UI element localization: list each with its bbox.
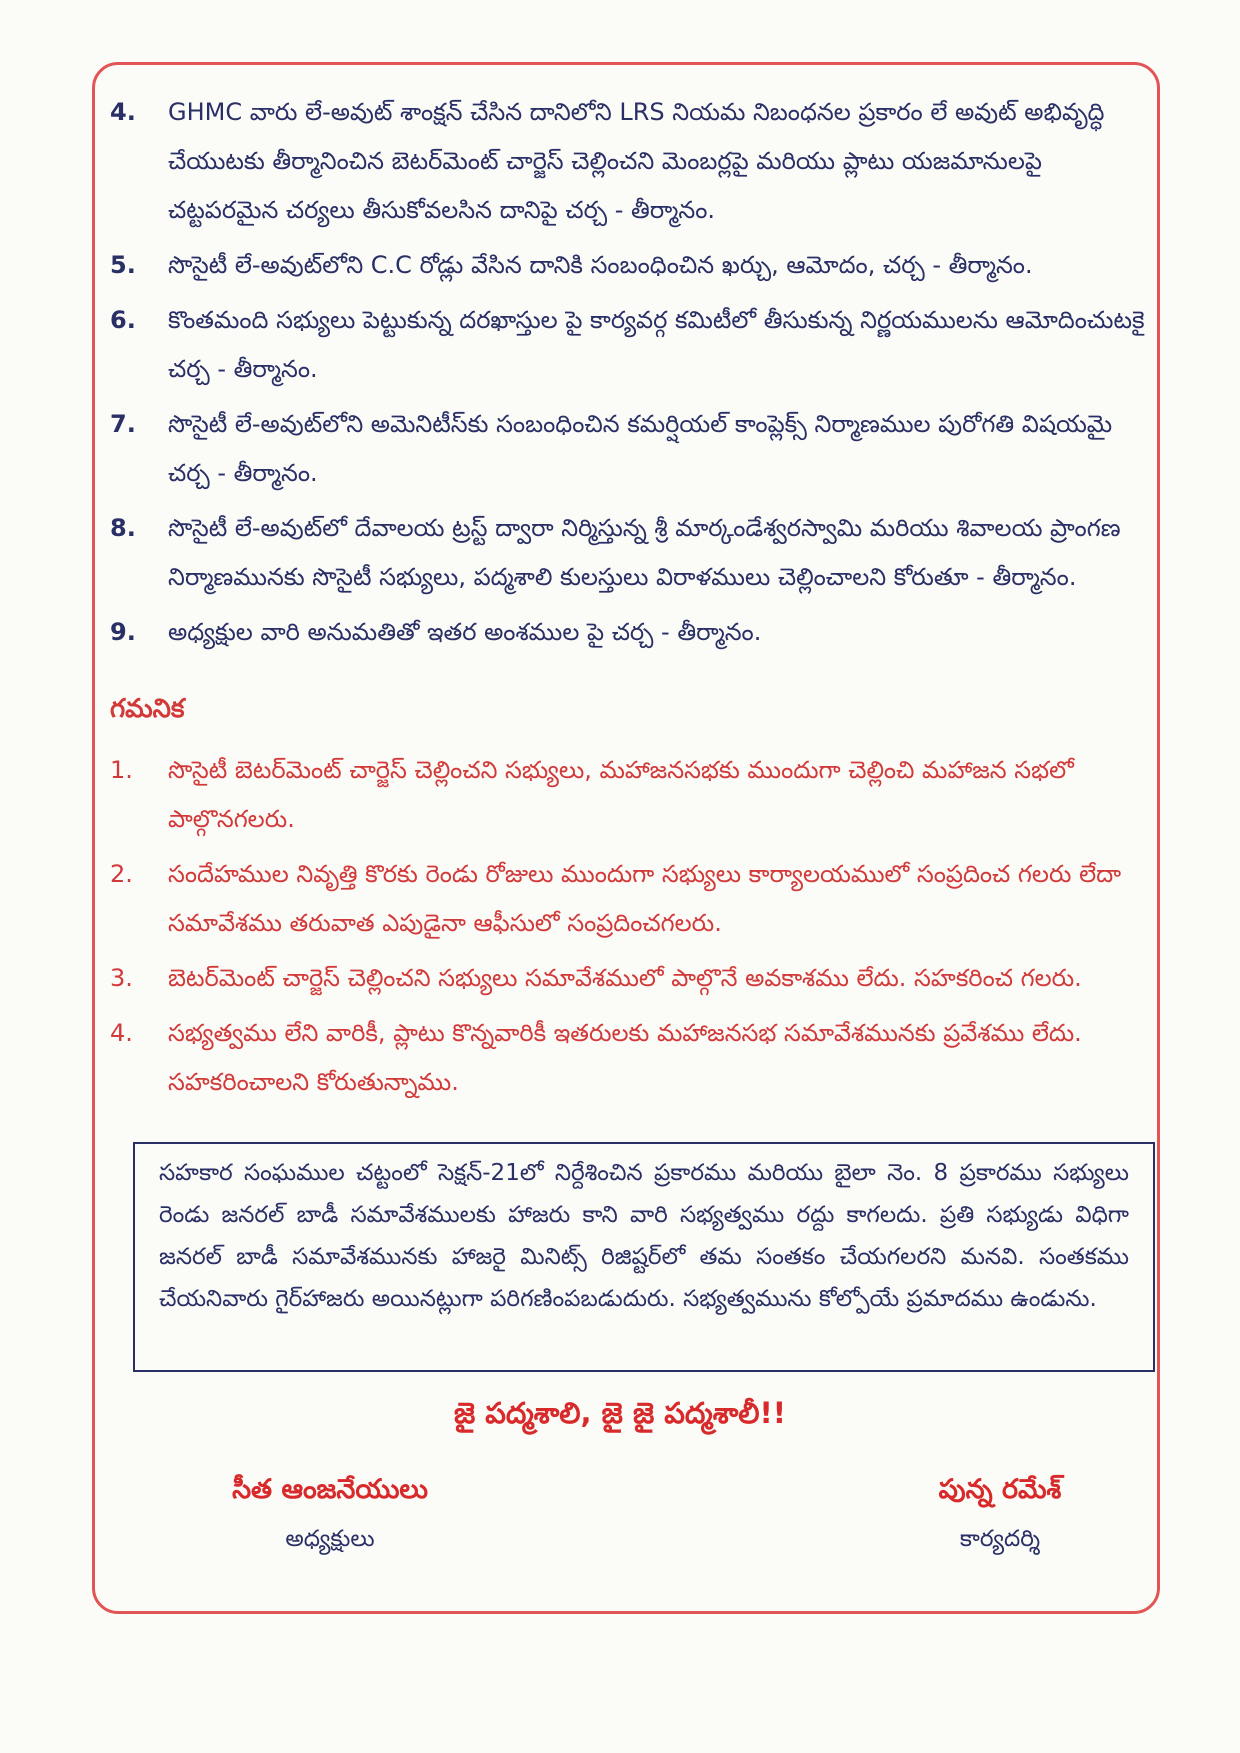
note-item-number: 3. [110,964,133,992]
secretary-role: కార్యదర్శి [959,1526,1041,1552]
agenda-item [110,241,1155,290]
slogan: జై పద్మశాలి, జై జై పద్మశాలీ!! [454,1396,786,1430]
agenda-item [110,400,1155,498]
agenda-item-text: సొసైటీ లే-అవుట్‌లోని అమెనిటీస్‌కు సంబంధించిన కమర్షియల్ కాంప్లెక్స్ నిర్మాణముల పురోగతి విషయమై చర్చ - తీర్మానం. [168,410,1113,487]
agenda-item [110,608,1155,657]
note-item-number: 1. [110,756,133,784]
note-item-number: 4. [110,1019,133,1047]
agenda-item-text: సొసైటీ లే-అవుట్‌లో దేవాలయ ట్రస్ట్ ద్వారా నిర్మిస్తున్న శ్రీ మార్కండేశ్వరస్వామి మరియు శివాలయ ప్రాంగణ నిర్మాణమునకు సొసైటీ సభ్యులు, పద్మశాలి కులస్తులు విరాళములు చెల్లించాలని కోరుతూ - తీర్మానం. [168,514,1121,591]
agenda-item-text: కొంతమంది సభ్యులు పెట్టుకున్న దరఖాస్తుల పై కార్యవర్గ కమిటీలో తీసుకున్న నిర్ణయములను ఆమోదించుటకై చర్చ - తీర్మానం. [168,306,1145,383]
note-item-text: సభ్యత్వము లేని వారికీ, ప్లాటు కొన్నవారికీ ఇతరులకు మహాజనసభ సమావేశమునకు ప్రవేశము లేదు. సహకరించాలని కోరుతున్నాము. [168,1019,1082,1096]
note-item [110,1009,1155,1107]
president-name: సీత ఆంజనేయులు [232,1474,428,1505]
agenda-item-number: 7. [110,410,136,438]
note-item [110,746,1155,844]
note-item-text: సందేహముల నివృత్తి కొరకు రెండు రోజులు ముందుగా సభ్యులు కార్యాలయములో సంప్రదించ గలరు లేదా సమావేశము తరువాత ఎపుడైనా ఆఫీసులో సంప్రదించగలరు. [168,860,1122,937]
agenda-item-number: 4. [110,98,136,126]
agenda-item-text: GHMC వారు లే-అవుట్ శాంక్షన్ చేసిన దానిలోని LRS నియమ నిబంధనల ప్రకారం లే అవుట్ అభివృద్ధి చేయుటకు తీర్మానించిన బెటర్‌మెంట్ చార్జెస్ చెల్లించని మెంబర్లపై మరియు ప్లాటు యజమానులపై చట్టపరమైన చర్యలు తీసుకోవలసిన దానిపై చర్చ - తీర్మానం. [168,98,1105,224]
note-item [110,954,1155,1003]
agenda-item-text: సొసైటీ లే-అవుట్‌లోని C.C రోడ్లు వేసిన దానికి సంబంధించిన ఖర్చు, ఆమోదం, చర్చ - తీర్మానం. [168,251,1033,279]
agenda-list [110,88,1155,663]
president-signature [200,1474,460,1558]
secretary-signature [880,1474,1120,1558]
agenda-item-number: 8. [110,514,136,542]
notes-list [110,746,1155,1113]
agenda-item-text: అధ్యక్షుల వారి అనుమతితో ఇతర అంశముల పై చర్చ - తీర్మానం. [168,618,762,646]
secretary-name: పున్న రమేశ్ [938,1474,1062,1505]
agenda-item-number: 6. [110,306,136,334]
agenda-item [110,88,1155,235]
note-item [110,850,1155,948]
note-item-text: సొసైటీ బెటర్‌మెంట్ చార్జెస్ చెల్లించని సభ్యులు, మహాజనసభకు ముందుగా చెల్లించి మహాజన సభలో పాల్గొనగలరు. [168,756,1074,833]
note-item-number: 2. [110,860,133,888]
membership-rule-text: సహకార సంఘముల చట్టంలో సెక్షన్-21లో నిర్దేశించిన ప్రకారము మరియు బైలా నెం. 8 ప్రకారము సభ్యులు రెండు జనరల్ బాడీ సమావేశములకు హాజరు కాని వారి సభ్యత్వము రద్దు కాగలదు. ప్రతి సభ్యుడు విధిగా జనరల్ బాడీ సమావేశమునకు హాజరై మినిట్స్ రిజిష్టర్‌లో తమ సంతకం చేయగలరని మనవి. సంతకము చేయనివారు గైర్‌హాజరు అయినట్లుగా పరిగణింపబడుదురు. సభ్యత్వమును కోల్పోయే ప్రమాదము ఉండును. [159,1160,1130,1312]
membership-rule-box [133,1142,1155,1372]
agenda-item-number: 9. [110,618,136,646]
note-item-text: బెటర్‌మెంట్ చార్జెస్ చెల్లించని సభ్యులు సమావేశములో పాల్గొనే అవకాశము లేదు. సహకరించ గలరు. [168,964,1082,992]
notes-heading: గమనిక [110,694,185,724]
president-role: అధ్యక్షులు [285,1526,375,1552]
agenda-item [110,296,1155,394]
agenda-item-number: 5. [110,251,136,279]
agenda-item [110,504,1155,602]
